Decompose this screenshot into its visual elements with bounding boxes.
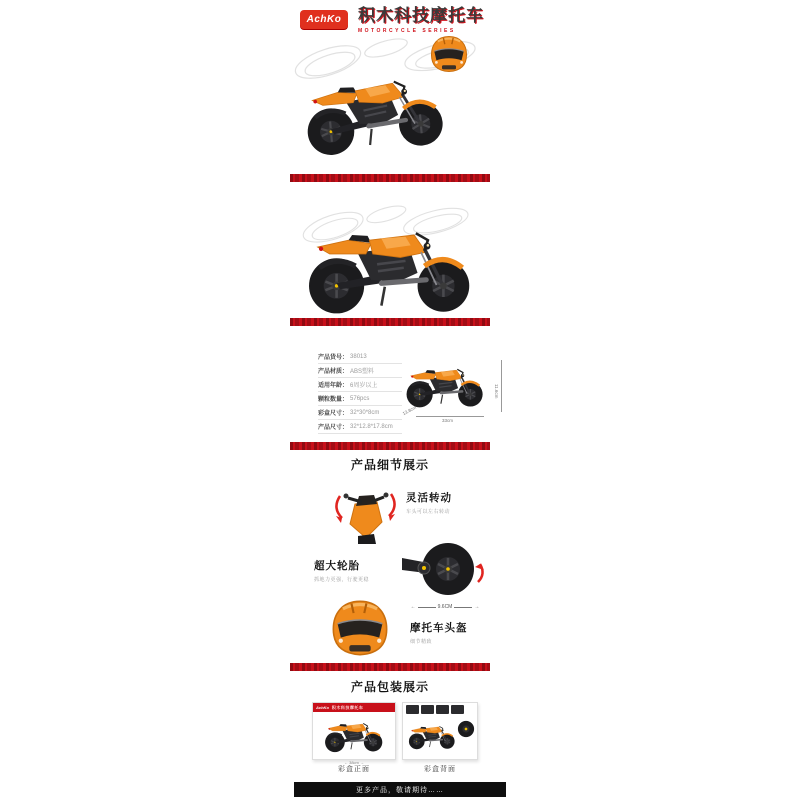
detail-title: 超大轮胎 [314,560,360,572]
package-front-caption: 彩盒正面 [338,766,370,773]
spec-value: 32*12.8*17.8cm [350,423,393,430]
width-dimension-label: 13.8cm [401,404,418,417]
arrow-right-icon: → [474,604,480,610]
length-dimension-label: 33cm [442,418,454,423]
detail-title: 灵活转动 [406,492,452,504]
box-back-thumbnails [403,703,477,716]
helmet-icon [428,34,470,74]
brand-logo: AchKo [300,10,348,29]
spec-row-age [318,378,402,392]
package-back-figure [402,702,478,760]
thumbnail [406,705,419,714]
box-width-label: 38cm [349,760,359,765]
spec-label: 彩盒尺寸： [318,411,349,417]
height-dimension-line [494,360,502,412]
thumbnail [451,705,464,714]
red-divider-bar [290,442,490,450]
thumbnail [421,705,434,714]
package-front-band [313,703,395,712]
red-divider-bar [290,663,490,671]
package-back-box [402,702,478,760]
red-divider-bar [290,174,490,182]
spec-value: 32*30*8cm [350,409,380,416]
spec-table [318,350,402,434]
spec-value: 6周岁以上 [350,383,378,389]
spec-value: 576pcs [350,395,370,402]
thumbnail [436,705,449,714]
spec-label: 产品货号： [318,355,349,361]
spec-value: ABS塑料 [350,369,375,375]
footer-banner [294,782,506,797]
detail-desc: 抓地力更强，行驶更稳 [314,577,370,583]
spec-label: 产品尺寸： [318,425,349,431]
spec-value: 38013 [350,353,367,360]
detail-steering [288,476,492,548]
detail-helmet [288,596,492,662]
steering-closeup-illustration [328,476,402,546]
length-dimension-line [416,416,484,417]
helmet-closeup-icon [328,598,392,658]
package-back-caption: 彩盒背面 [424,766,456,773]
box-title: 积木科技摩托车 [331,704,364,710]
detail-desc: 车头可以左右转动 [406,509,451,515]
box-back-motorcycle-illustration [405,716,459,752]
detail-steering-text [406,490,452,515]
red-divider-bar [290,318,490,326]
package-front-box [312,702,396,760]
packaging-section-heading: 产品包装展示 [350,680,429,694]
motorcycle-dimension-illustration [400,354,490,410]
spec-label: 颗粒数量： [318,397,349,403]
arrow-left-icon: ← [343,760,348,765]
motorcycle-side-illustration [292,204,488,316]
spec-dimension-figure [400,350,502,430]
wheel-diameter-label: 9.6CM [437,604,453,610]
spec-row-piece-count [318,392,402,406]
box-front-motorcycle-illustration [315,713,393,753]
arrow-right-icon: → [360,760,365,765]
detail-desc: 细节精致 [410,639,433,645]
hero-image-side [288,194,492,318]
details-section-heading: 产品细节展示 [350,458,429,472]
spec-row-box-size [318,406,402,420]
height-dimension-label: 11.6cm [494,384,499,399]
detail-title: 摩托车头盔 [410,622,468,634]
tire-closeup-illustration [400,540,490,598]
detail-tires-text [314,558,369,583]
page-title: 积木科技摩托车 [358,6,484,25]
arrow-left-icon: ← [410,604,416,610]
box-back-tire-icon [457,720,475,738]
package-front-figure [312,702,396,765]
spec-label: 适用年龄： [318,383,349,389]
spec-row-material [318,364,402,378]
spec-label: 产品材质： [318,369,349,375]
box-logo: AchKo [316,705,329,710]
hero-image-front [288,28,492,174]
footer-text: 更多产品，敬请期待…… [356,786,444,794]
page-subtitle: MOTORCYCLE SERIES [358,27,456,34]
spec-row-item-number [318,350,402,364]
spec-row-product-size [318,420,402,434]
detail-helmet-text [410,620,468,645]
